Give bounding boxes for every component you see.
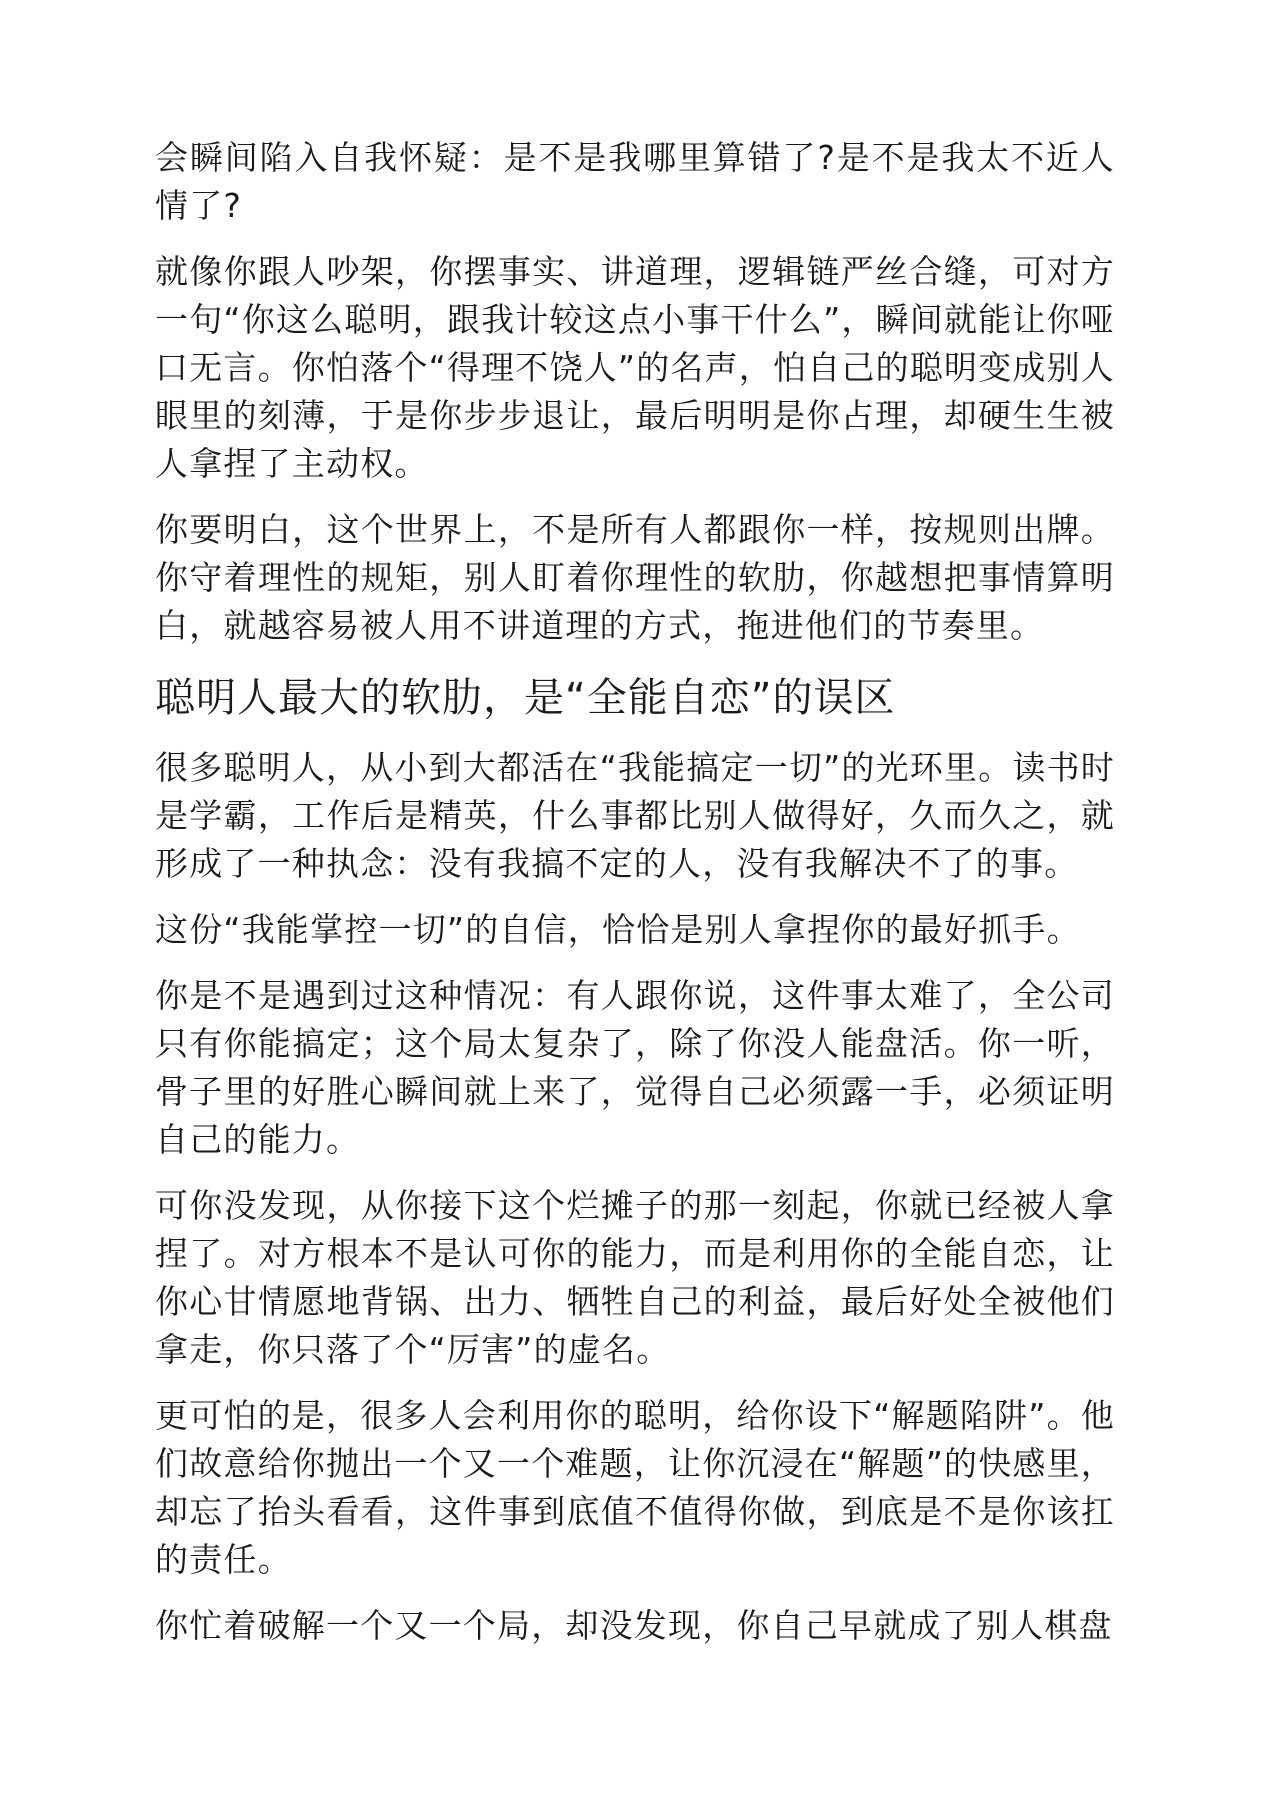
paragraph: 可你没发现，从你接下这个烂摊子的那一刻起，你就已经被人拿捏了。对方根本不是认可你的能力，而是利用你的全能自恋，让你心甘情愿地背锅、出力、牺牲自己的利益，最后好处全被他们拿走，你只落了个“厉害”的虚名。 <box>155 1186 1115 1369</box>
paragraph: 你要明白，这个世界上，不是所有人都跟你一样，按规则出牌。你守着理性的规矩，别人盯着你理性的软肋，你越想把事情算明白，就越容易被人用不讲道理的方式，拖进他们的节奏里。 <box>155 510 1115 645</box>
paragraph: 你是不是遇到过这种情况：有人跟你说，这件事太难了，全公司只有你能搞定；这个局太复杂了，除了你没人能盘活。你一听，骨子里的好胜心瞬间就上来了，觉得自己必须露一手，必须证明自己的能力。 <box>155 976 1115 1159</box>
paragraph: 更可怕的是，很多人会利用你的聪明，给你设下“解题陷阱”。他们故意给你抛出一个又一个难题，让你沉浸在“解题”的快感里，却忘了抬头看看，这件事到底值不值得你做，到底是不是你该扛的责任。 <box>155 1396 1115 1579</box>
document-page <box>155 134 1115 1668</box>
section-heading: 聪明人最大的软肋，是“全能自恋”的误区 <box>155 675 896 721</box>
paragraph: 很多聪明人，从小到大都活在“我能搞定一切”的光环里。读书时是学霸，工作后是精英，什么事都比别人做得好，久而久之，就形成了一种执念：没有我搞不定的人，没有我解决不了的事。 <box>155 748 1115 883</box>
paragraph: 你忙着破解一个又一个局，却没发现，你自己早就成了别人棋盘 <box>155 1606 1113 1645</box>
paragraph: 会瞬间陷入自我怀疑：是不是我哪里算错了?是不是我太不近人情了? <box>155 138 1115 225</box>
paragraph: 这份“我能掌控一切”的自信，恰恰是别人拿捏你的最好抓手。 <box>155 910 1081 949</box>
paragraph: 就像你跟人吵架，你摆事实、讲道理，逻辑链严丝合缝，可对方一句“你这么聪明，跟我计较这点小事干什么”，瞬间就能让你哑口无言。你怕落个“得理不饶人”的名声，怕自己的聪明变成别人眼里的刻薄，于是你步步退让，最后明明是你占理，却硬生生被人拿捏了主动权。 <box>155 252 1115 483</box>
